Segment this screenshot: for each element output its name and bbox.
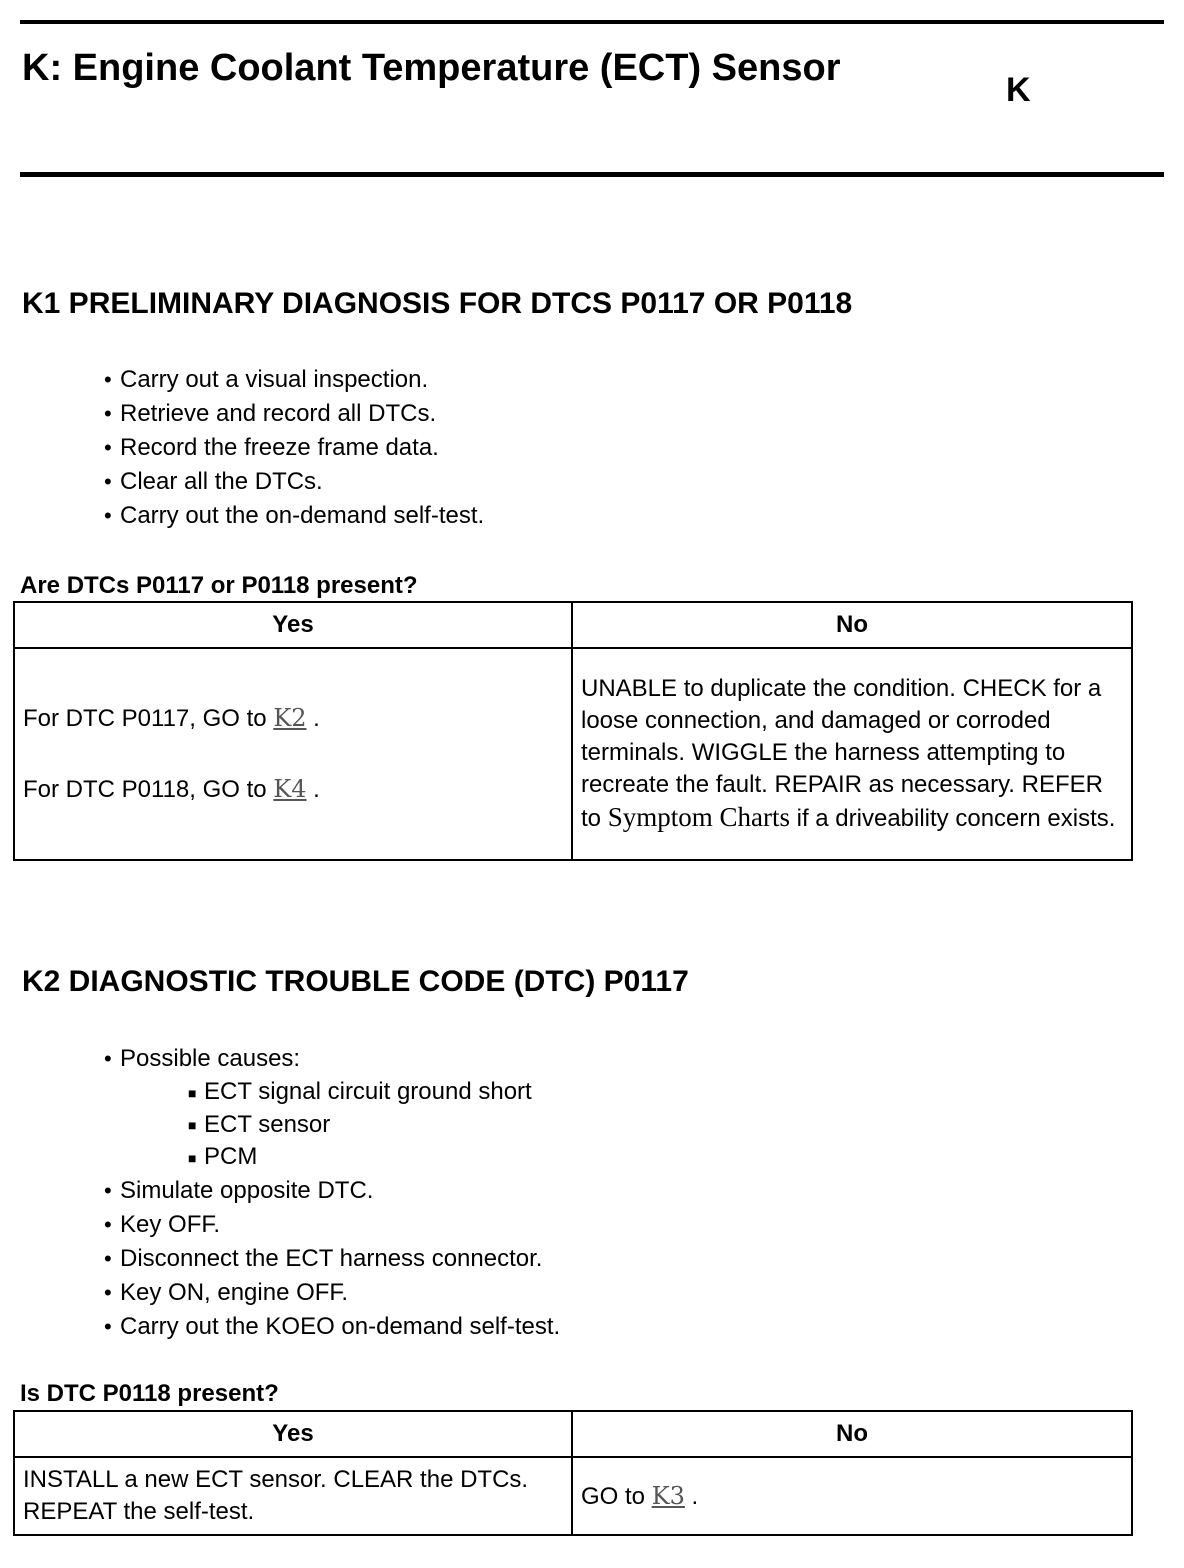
yes-cell: INSTALL a new ECT sensor. CLEAR the DTCs. REPEAT the self-test. [14, 1457, 572, 1535]
list-item: • Record the freeze frame data. [104, 431, 484, 465]
no-header: No [572, 602, 1132, 648]
symptom-charts-link[interactable]: Symptom Charts [607, 802, 790, 832]
bullet-icon: • [104, 469, 112, 494]
list-item: • Carry out the KOEO on-demand self-test. [104, 1310, 560, 1344]
list-item: • Retrieve and record all DTCs. [104, 397, 484, 431]
bullet-icon: • [104, 367, 112, 392]
bullet-icon: • [104, 435, 112, 460]
square-bullet-icon: ■ [188, 1149, 197, 1166]
yes-header: Yes [14, 602, 572, 648]
list-item: • Key ON, engine OFF. [104, 1276, 560, 1310]
list-item: • Carry out the on-demand self-test. [104, 499, 484, 533]
table-header-row [14, 602, 1132, 648]
k1-steps [104, 363, 484, 533]
list-item: • Disconnect the ECT harness connector. [104, 1242, 560, 1276]
square-bullet-icon: ■ [188, 1084, 197, 1101]
k1-question: Are DTCs P0117 or P0118 present? [20, 572, 418, 599]
list-item: ■ ECT sensor [188, 1109, 560, 1142]
table-header-row [14, 1411, 1132, 1457]
k1-title: K1 PRELIMINARY DIAGNOSIS FOR DTCS P0117 OR P0118 [22, 287, 853, 320]
bullet-icon: • [104, 503, 112, 528]
bullet-icon: • [104, 1211, 112, 1237]
list-item: • Clear all the DTCs. [104, 465, 484, 499]
link-k4[interactable]: K4 [273, 775, 307, 803]
possible-causes-list [104, 1076, 560, 1174]
k2-decision-table [13, 1410, 1133, 1536]
list-item: • Key OFF. [104, 1208, 560, 1242]
yes-line-p0117: For DTC P0117, GO to K2 . [23, 704, 320, 732]
yes-cell [14, 648, 572, 860]
k2-question: Is DTC P0118 present? [20, 1380, 279, 1407]
no-cell: UNABLE to duplicate the condition. CHECK for a loose connection, and damaged or corroded terminals. WIGGLE the harness attempting to recreate the fault. REPAIR as necessary. REFER to Symptom Charts if a driveability concern exists. [572, 648, 1132, 860]
link-k2[interactable]: K2 [273, 704, 307, 732]
no-header: No [572, 1411, 1132, 1457]
bullet-icon: • [104, 1279, 112, 1305]
section-letter: K [1006, 71, 1031, 109]
square-bullet-icon: ■ [188, 1117, 197, 1134]
bullet-icon: • [104, 1245, 112, 1271]
k1-decision-table [13, 601, 1133, 861]
page-title: K: Engine Coolant Temperature (ECT) Sensor [22, 47, 841, 89]
bullet-icon: • [104, 1313, 112, 1339]
table-row [14, 1457, 1132, 1535]
list-item: ■ ECT signal circuit ground short [188, 1076, 560, 1109]
bullet-icon: • [104, 1177, 112, 1203]
top-rule [20, 20, 1164, 24]
header-rule [20, 172, 1164, 177]
bullet-icon: • [104, 401, 112, 426]
list-item: ■ PCM [188, 1141, 560, 1174]
no-cell: GO to K3 . [572, 1457, 1132, 1535]
list-item: • Possible causes: ■ ECT signal circuit ground short ■ ECT sensor ■ PCM [104, 1042, 560, 1174]
bullet-icon: • [104, 1046, 112, 1071]
list-item: • Simulate opposite DTC. [104, 1174, 560, 1208]
k2-title: K2 DIAGNOSTIC TROUBLE CODE (DTC) P0117 [22, 965, 689, 998]
yes-line-p0118: For DTC P0118, GO to K4 . [23, 775, 320, 803]
list-item: • Carry out a visual inspection. [104, 363, 484, 397]
k2-steps [104, 1042, 560, 1344]
link-k3[interactable]: K3 [651, 1481, 685, 1510]
yes-header: Yes [14, 1411, 572, 1457]
table-row [14, 648, 1132, 860]
